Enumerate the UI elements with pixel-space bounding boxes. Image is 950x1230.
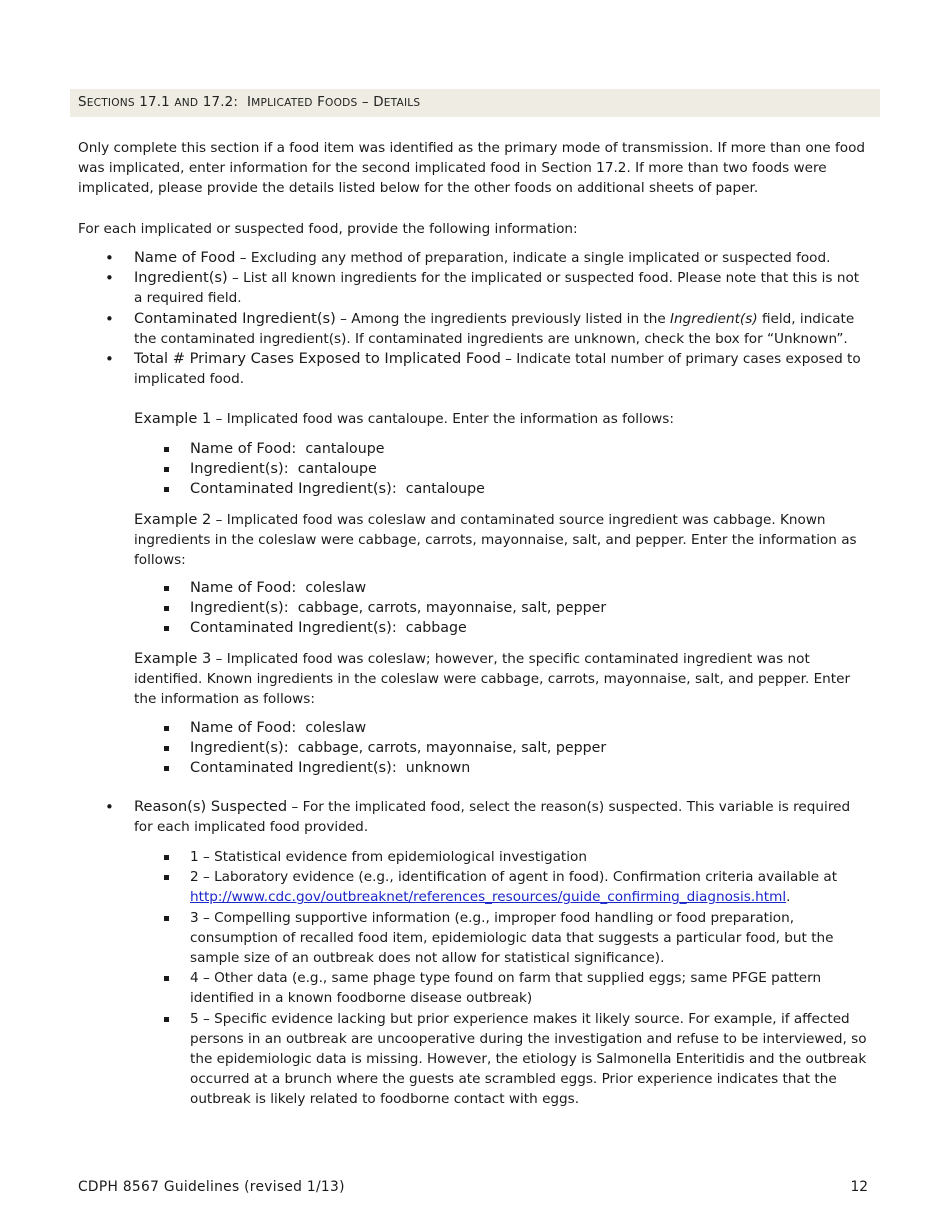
footer-document-title: CDPH 8567 Guidelines (revised 1/13) — [78, 1179, 345, 1195]
field-term: Reason(s) Suspected — [134, 798, 288, 815]
list-item — [134, 618, 864, 638]
item-value: cantaloupe — [405, 481, 485, 498]
header-cap-f: F — [317, 95, 326, 110]
field-desc: – List all known ingredients for the implicated or suspected food. Please note that this is not a required field. — [134, 270, 860, 307]
field-item-reasons-suspected — [78, 797, 870, 837]
header-cap-d: D — [373, 95, 384, 110]
field-item-name-of-food — [78, 248, 870, 268]
footer-page-number: 12 — [850, 1179, 868, 1195]
list-item — [134, 479, 864, 499]
field-desc: – Among the ingredients previously listed in the — [335, 310, 671, 327]
list-item — [134, 738, 864, 758]
reason-text-after: . — [786, 889, 791, 906]
field-desc: – Excluding any method of preparation, indicate a single implicated or suspected food. — [235, 250, 831, 266]
item-label: Name of Food: — [190, 440, 297, 457]
field-desc: field, indicate the contaminated ingredient(s). If contaminated ingredients are unknown, check the box for “Unknown”. — [134, 310, 855, 347]
field-item-ingredients — [78, 268, 870, 308]
reason-item-4 — [134, 968, 870, 1008]
example-2-list — [134, 578, 864, 639]
reason-item-2 — [134, 867, 870, 907]
header-number-2: 17.2: — [202, 95, 239, 110]
item-value: cabbage, carrots, mayonnaise, salt, pepper — [297, 740, 607, 757]
field-item-contaminated-ingredients — [78, 309, 870, 349]
header-word-sections: ECTIONS — [86, 97, 135, 109]
reasons-list — [134, 847, 870, 1110]
field-term: Ingredient(s) — [134, 269, 228, 287]
example-text: – Implicated food was coleslaw and contaminated source ingredient was cabbage. Known ingredients in the coleslaw were cabbage, carrots, mayonnaise, salt, and pepper. Enter the information as follows: — [134, 512, 857, 569]
list-item — [134, 718, 864, 738]
field-desc-emphasis: Ingredient(s) — [670, 310, 758, 327]
field-term: Total # Primary Cases Exposed to Implicated Food — [134, 350, 501, 368]
list-item — [134, 758, 864, 778]
header-word-foods: OODS — [325, 97, 358, 109]
item-label: Contaminated Ingredient(s): — [190, 480, 397, 498]
list-item — [134, 439, 864, 459]
reason-field-list — [78, 797, 870, 837]
item-label: Ingredient(s): — [190, 460, 289, 478]
field-item-total-primary-cases — [78, 349, 870, 389]
reason-item-1 — [134, 847, 870, 867]
example-label: Example 2 — [134, 511, 212, 528]
example-label: Example 3 — [134, 650, 212, 667]
header-word-implicated: MPLICATED — [251, 97, 313, 109]
item-label: Ingredient(s): — [190, 599, 289, 617]
reason-text: 1 – Statistical evidence from epidemiological investigation — [190, 849, 587, 865]
header-number-1: 17.1 — [139, 95, 170, 110]
item-label: Contaminated Ingredient(s): — [190, 759, 397, 777]
reason-text: 3 – Compelling supportive information (e.g., improper food handling or food preparation, consumption of recalled food item, epidemiologic data that suggests a particular food, but the sample size of an outbreak does not allow for statistical significance). — [190, 909, 834, 967]
reason-text: 2 – Laboratory evidence (e.g., identification of agent in food). Confirmation criteria available at — [190, 869, 838, 886]
example-label: Example 1 — [134, 410, 212, 427]
header-cap-i: I — [247, 95, 252, 110]
reason-item-3 — [134, 908, 870, 969]
item-value: cantaloupe — [297, 461, 377, 478]
lead-paragraph: For each implicated or suspected food, provide the following information: — [78, 221, 578, 237]
header-cap-s: S — [78, 95, 87, 110]
field-desc: – Indicate total number of primary cases exposed to implicated food. — [134, 351, 861, 388]
item-label: Name of Food: — [190, 719, 297, 736]
example-3-list — [134, 718, 864, 779]
field-list — [78, 248, 870, 389]
field-desc: – For the implicated food, select the reason(s) suspected. This variable is required for each implicated food provided. — [134, 799, 851, 836]
example-1-intro — [134, 409, 864, 429]
reason-text: 5 – Specific evidence lacking but prior experience makes it likely source. For example, if affected persons in an outbreak are uncooperative during the investigation and refuse to be interviewed, so the epidemiologic data is missing. However, the etiology is Salmonella Enteritidis and the outbreak occurred at a brunch where the guests ate scrambled eggs. Prior experience indicates that the outbreak is likely related to foodborne contact with eggs. — [190, 1010, 867, 1108]
item-value: coleslaw — [305, 720, 367, 736]
list-item — [134, 578, 864, 598]
item-label: Ingredient(s): — [190, 739, 289, 757]
header-word-details: ETAILS — [383, 97, 421, 109]
item-label: Contaminated Ingredient(s): — [190, 619, 397, 637]
item-label: Name of Food: — [190, 579, 297, 596]
item-value: cabbage — [405, 620, 467, 637]
list-item — [134, 598, 864, 618]
header-word-and: AND — [174, 97, 199, 109]
example-text: – Implicated food was coleslaw; however, the specific contaminated ingredient was not identified. Known ingredients in the coleslaw were cabbage, carrots, mayonnaise, salt, and pepper. Enter the information as follows: — [134, 651, 851, 708]
field-term: Name of Food — [134, 249, 236, 266]
intro-paragraph: Only complete this section if a food item was identified as the primary mode of transmission. If more than one food was implicated, enter information for the second implicated food in Section 17.2. If more than two foods were implicated, please provide the details listed below for the other foods on additional sheets of paper. — [78, 140, 866, 197]
cdc-guide-link[interactable]: http://www.cdc.gov/outbreaknet/references_resources/guide_confirming_diagnosis.html — [190, 889, 787, 906]
reason-item-5 — [134, 1009, 870, 1110]
example-1-list — [134, 439, 864, 500]
header-dash: – — [361, 95, 369, 110]
item-value: unknown — [405, 760, 471, 777]
example-2-intro — [134, 510, 864, 571]
list-item — [134, 459, 864, 479]
section-header — [70, 89, 880, 117]
item-value: cantaloupe — [305, 441, 385, 457]
example-text: – Implicated food was cantaloupe. Enter the information as follows: — [211, 411, 674, 427]
field-term: Contaminated Ingredient(s) — [134, 309, 336, 327]
example-3-intro — [134, 649, 864, 710]
item-value: coleslaw — [305, 580, 367, 596]
reason-text: 4 – Other data (e.g., same phage type found on farm that supplied eggs; same PFGE pattern identified in a known foodborne disease outbreak) — [190, 970, 822, 1007]
item-value: cabbage, carrots, mayonnaise, salt, pepper — [297, 600, 607, 617]
